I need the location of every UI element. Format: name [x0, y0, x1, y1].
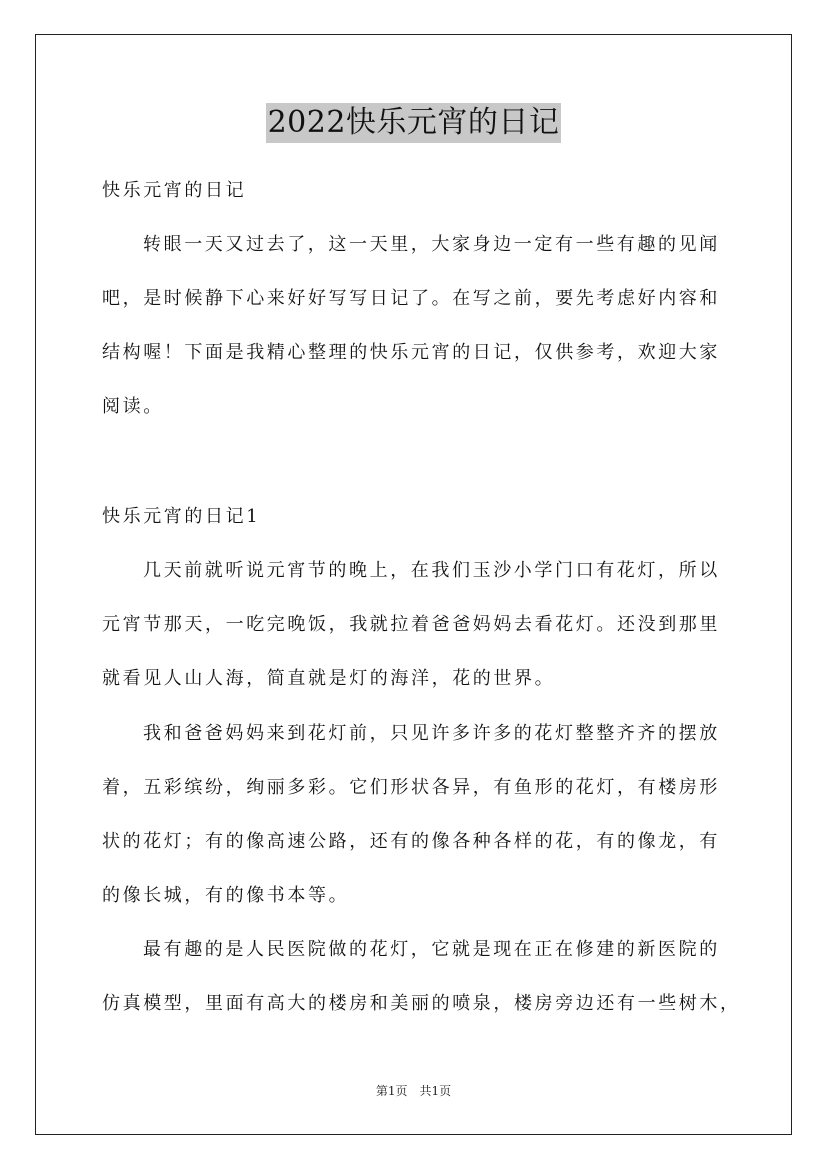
section-heading: 快乐元宵的日记1 [102, 506, 261, 527]
intro-line: 转眼一天又过去了，这一天里，大家身边一定有一些有趣的见闻 [143, 234, 720, 255]
paragraph-line: 最有趣的是人民医院做的花灯，它就是现在正在修建的新医院的 [143, 939, 720, 960]
paragraph-line: 着，五彩缤纷，绚丽多彩。它们形状各异，有鱼形的花灯，有楼房形 [102, 777, 720, 798]
title-container [0, 103, 827, 143]
document-title: 2022快乐元宵的日记 [266, 103, 562, 143]
paragraph-line: 就看见人山人海，简直就是灯的海洋，花的世界。 [102, 668, 556, 689]
intro-line: 结构喔！下面是我精心整理的快乐元宵的日记，仅供参考，欢迎大家 [102, 342, 720, 363]
document-subtitle: 快乐元宵的日记 [102, 180, 247, 201]
page-footer [0, 1083, 827, 1099]
paragraph-line: 状的花灯；有的像高速公路，还有的像各种各样的花，有的像龙，有 [102, 831, 720, 852]
paragraph-1 [102, 544, 728, 706]
paragraph-line: 仿真模型，里面有高大的楼房和美丽的喷泉，楼房旁边还有一些树木， [102, 993, 741, 1014]
paragraph-line: 的像长城，有的像书本等。 [102, 885, 350, 906]
paragraph-3 [102, 923, 741, 1031]
paragraph-line: 几天前就听说元宵节的晚上，在我们玉沙小学门口有花灯，所以 [143, 560, 720, 581]
paragraph-line: 元宵节那天，一吃完晚饭，我就拉着爸爸妈妈去看花灯。还没到那里 [102, 614, 720, 635]
paragraph-2 [102, 707, 728, 923]
paragraph-line: 我和爸爸妈妈来到花灯前，只见许多许多的花灯整整齐齐的摆放 [143, 723, 720, 744]
page-number: 第1页 共1页 [375, 1084, 452, 1098]
intro-line: 吧，是时候静下心来好好写写日记了。在写之前，要先考虑好内容和 [102, 288, 720, 309]
intro-paragraph [102, 218, 728, 434]
intro-line: 阅读。 [102, 396, 164, 417]
